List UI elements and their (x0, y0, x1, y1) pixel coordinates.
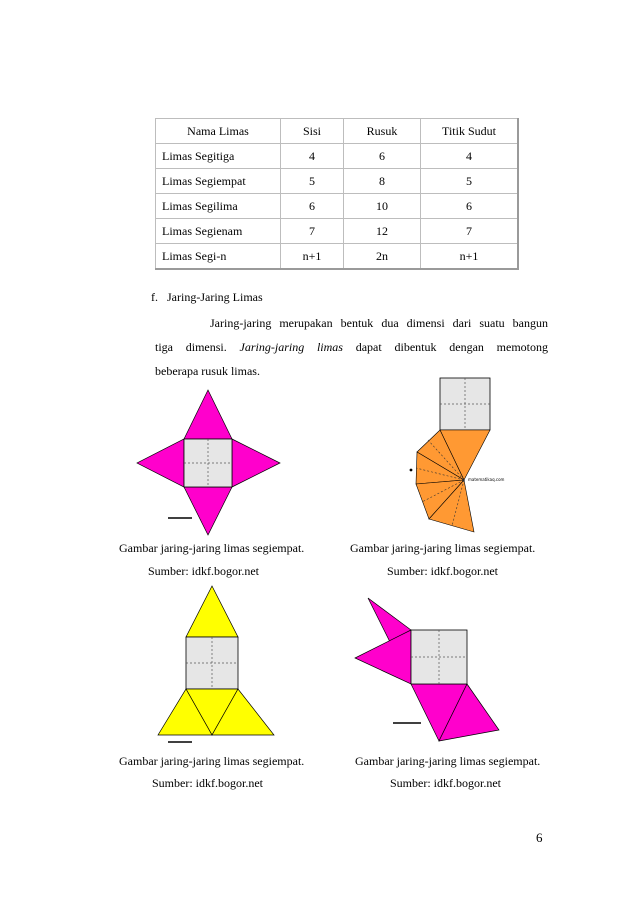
table-header: Nama Limas (156, 119, 281, 144)
table-cell: 6 (344, 144, 421, 169)
figure-source: Sumber: idkf.bogor.net (148, 564, 259, 578)
table-row (156, 144, 519, 169)
table-cell: n+1 (421, 244, 519, 270)
section-label: f. (151, 290, 158, 304)
watermark-text: matematikaq.com (468, 477, 505, 482)
figure-net-2 (402, 374, 505, 534)
figure-caption: Gambar jaring-jaring limas segiempat. (119, 754, 305, 768)
table-cell: 5 (281, 169, 344, 194)
net-triangle-top (184, 390, 232, 439)
table-cell: 12 (344, 219, 421, 244)
table-row (156, 244, 519, 270)
table-header: Titik Sudut (421, 119, 519, 144)
net-triangle (355, 630, 411, 684)
section-title: Jaring-Jaring Limas (167, 290, 263, 304)
figure-net-1 (130, 385, 290, 545)
table-cell: Limas Segitiga (156, 144, 281, 169)
net-triangle-right (232, 439, 280, 487)
figure-source: Sumber: idkf.bogor.net (390, 776, 501, 790)
table-cell: 10 (344, 194, 421, 219)
page-number: 6 (536, 830, 543, 845)
table-cell: 6 (421, 194, 519, 219)
net-triangle-left (137, 439, 184, 487)
net-triangle-bottom (184, 487, 232, 535)
section-paragraph (155, 311, 548, 383)
table-cell: n+1 (281, 244, 344, 270)
section-heading (151, 290, 263, 305)
table-cell: 5 (421, 169, 519, 194)
table-cell: Limas Segi-n (156, 244, 281, 270)
paragraph-line: Jaring-jaring merupakan bentuk dua dimensi dari suatu bangun (210, 316, 548, 330)
table-row (156, 219, 519, 244)
figure-net-4 (353, 594, 513, 744)
table-cell: 7 (281, 219, 344, 244)
table-cell: Limas Segilima (156, 194, 281, 219)
table-row (156, 194, 519, 219)
text-span: tiga dimensi. (155, 340, 227, 354)
table-cell: Limas Segiempat (156, 169, 281, 194)
paragraph-line (155, 335, 548, 359)
table-cell: 2n (344, 244, 421, 270)
table-cell: 4 (421, 144, 519, 169)
table-cell: 7 (421, 219, 519, 244)
figure-caption: Gambar jaring-jaring limas segiempat. (355, 754, 541, 768)
text-span: dapat dibentuk dengan memotong (355, 340, 548, 354)
marker-dot (410, 469, 413, 472)
italic-term: Jaring-jaring limas (239, 340, 343, 354)
paragraph-line: beberapa rusuk limas. (155, 364, 260, 378)
table-cell: Limas Segienam (156, 219, 281, 244)
figure-source: Sumber: idkf.bogor.net (152, 776, 263, 790)
figure-caption: Gambar jaring-jaring limas segiempat. (119, 541, 305, 555)
table-cell: 8 (344, 169, 421, 194)
table-cell: 6 (281, 194, 344, 219)
table-row (156, 169, 519, 194)
figure-caption: Gambar jaring-jaring limas segiempat. (350, 541, 536, 555)
table-header-row (156, 119, 519, 144)
figure-net-3 (150, 582, 280, 744)
table-header: Rusuk (344, 119, 421, 144)
table-cell: 4 (281, 144, 344, 169)
figure-source: Sumber: idkf.bogor.net (387, 564, 498, 578)
limas-table (155, 118, 519, 270)
net-triangle-top (186, 586, 238, 637)
table-header: Sisi (281, 119, 344, 144)
